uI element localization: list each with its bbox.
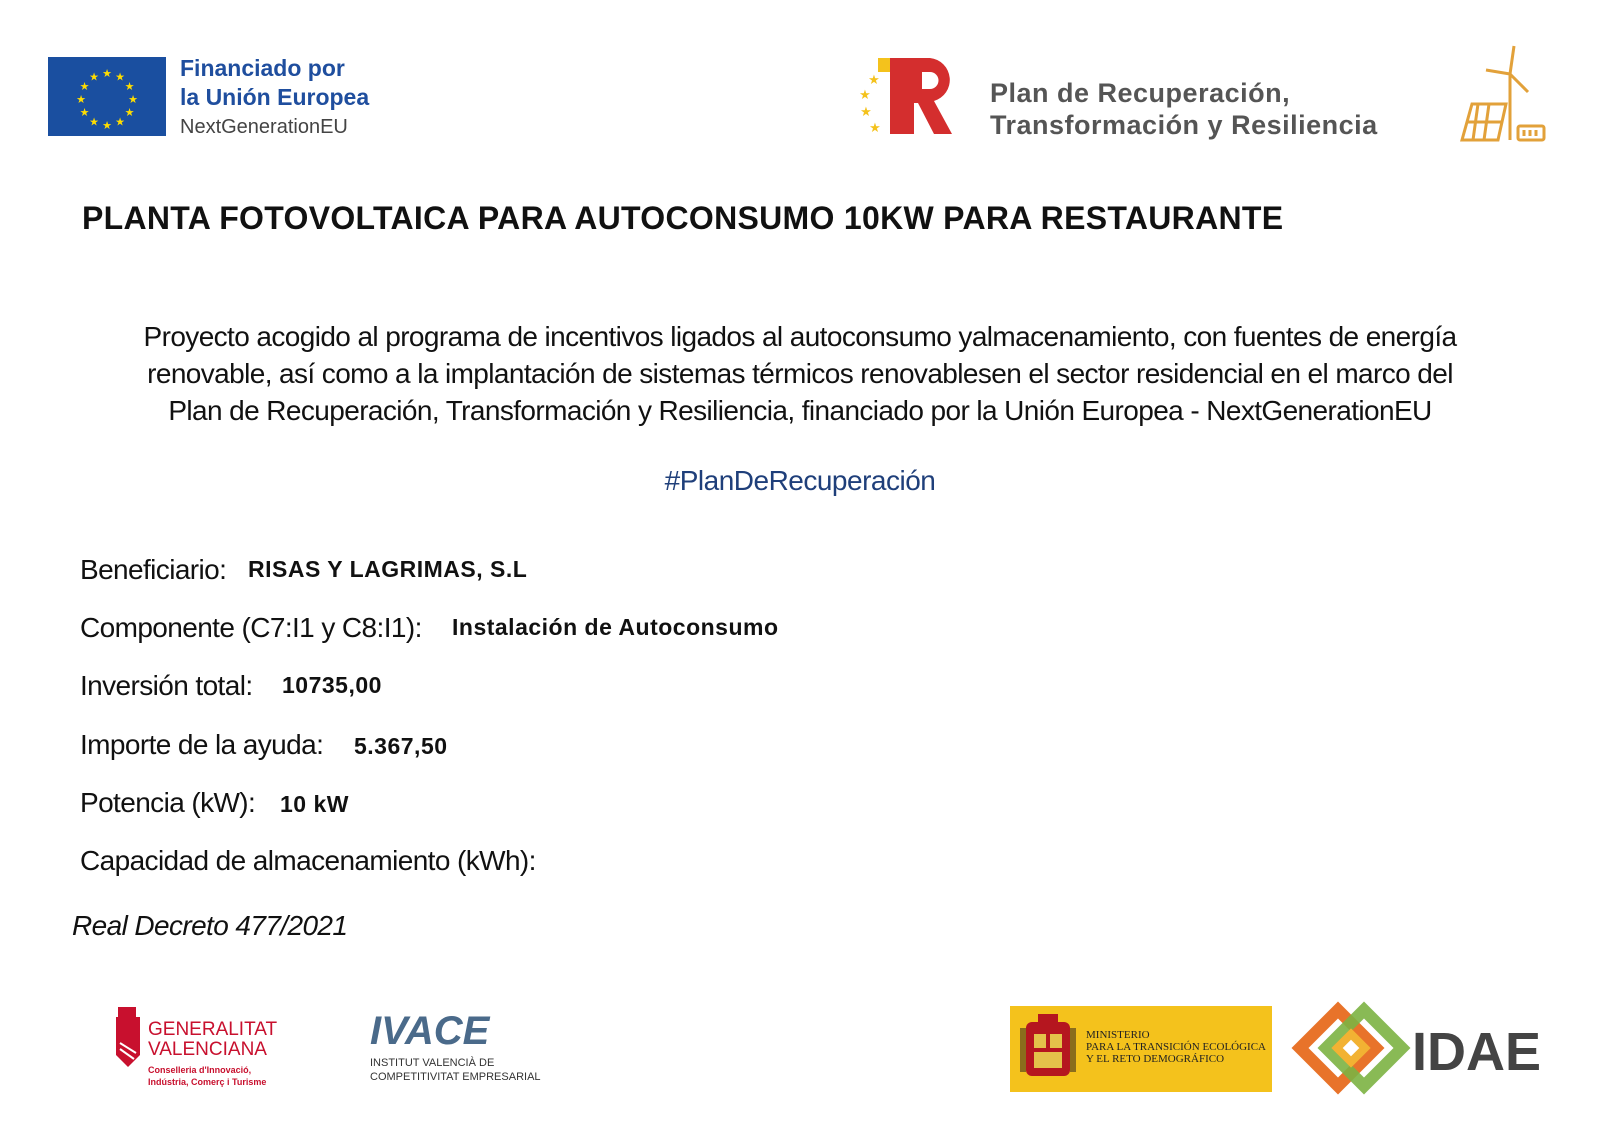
ivace-line1: INSTITUT VALENCIÀ DE bbox=[370, 1057, 495, 1069]
svg-text:★: ★ bbox=[76, 93, 86, 106]
spain-coat-of-arms-icon bbox=[1020, 1014, 1076, 1076]
page-title: PLANTA FOTOVOLTAICA PARA AUTOCONSUMO 10KW PARA RESTAURANTE bbox=[82, 200, 1284, 236]
svg-text:★: ★ bbox=[869, 121, 881, 136]
ministerio-line2: PARA LA TRANSICIÓN ECOLÓGICA bbox=[1086, 1041, 1266, 1053]
svg-text:★: ★ bbox=[868, 73, 880, 88]
svg-text:★: ★ bbox=[79, 80, 90, 93]
eu-funding-line2: la Unión Europea bbox=[180, 84, 370, 110]
importe-value: 5.367,50 bbox=[354, 733, 448, 759]
generalitat-valenciana-logo bbox=[114, 1005, 294, 1091]
ivace-logo bbox=[370, 1004, 541, 1092]
ivace-name: IVACE bbox=[370, 1009, 490, 1053]
svg-text:★: ★ bbox=[124, 106, 135, 119]
ministerio-transicion-ecologica-logo bbox=[1010, 1006, 1272, 1092]
gv-line1: GENERALITAT bbox=[148, 1019, 278, 1040]
gv-line2: VALENCIANA bbox=[148, 1039, 267, 1060]
importe-label: Importe de la ayuda: bbox=[80, 729, 324, 760]
svg-text:★: ★ bbox=[859, 88, 871, 103]
ivace-line2: COMPETITIVITAT EMPRESARIAL bbox=[370, 1071, 541, 1083]
potencia-value: 10 kW bbox=[280, 791, 349, 817]
svg-text:★: ★ bbox=[102, 67, 112, 80]
prtr-text-line1: Plan de Recuperación, bbox=[990, 78, 1291, 108]
project-description bbox=[70, 318, 1530, 429]
eu-flag-logo bbox=[48, 57, 166, 136]
eu-funding-line3: NextGenerationEU bbox=[180, 116, 348, 138]
eu-funding-line1: Financiado por bbox=[180, 55, 345, 81]
svg-text:★: ★ bbox=[115, 115, 125, 129]
svg-text:★: ★ bbox=[102, 119, 112, 132]
inversion-label: Inversión total: bbox=[80, 670, 253, 701]
decree-reference: Real Decreto 477/2021 bbox=[72, 910, 348, 941]
svg-text:★: ★ bbox=[115, 70, 125, 84]
componente-label: Componente (C7:I1 y C8:I1): bbox=[80, 612, 422, 643]
svg-text:★: ★ bbox=[128, 93, 138, 106]
beneficiario-value: RISAS Y LAGRIMAS, S.L bbox=[248, 556, 528, 582]
gv-line4: Indústria, Comerç i Turisme bbox=[148, 1077, 267, 1087]
ministerio-line3: Y EL RETO DEMOGRÁFICO bbox=[1086, 1053, 1225, 1065]
gv-crest-icon bbox=[116, 1007, 140, 1067]
wind-solar-icon bbox=[1448, 44, 1548, 148]
idae-logo bbox=[1294, 1004, 1554, 1094]
svg-text:★: ★ bbox=[79, 106, 90, 119]
inversion-value: 10735,00 bbox=[282, 672, 382, 698]
potencia-label: Potencia (kW): bbox=[80, 787, 256, 818]
componente-value: Instalación de Autoconsumo bbox=[452, 614, 779, 640]
svg-text:★: ★ bbox=[89, 115, 99, 129]
svg-text:★: ★ bbox=[124, 80, 135, 93]
eu-stars-icon bbox=[48, 57, 166, 136]
prtr-text-line2: Transformación y Resiliencia bbox=[990, 110, 1378, 140]
svg-text:★: ★ bbox=[89, 70, 99, 84]
svg-text:★: ★ bbox=[860, 105, 872, 120]
capacidad-label: Capacidad de almacenamiento (kWh): bbox=[80, 845, 536, 876]
hashtag: #PlanDeRecuperación bbox=[664, 465, 936, 496]
gv-line3: Conselleria d'Innovació, bbox=[148, 1065, 252, 1075]
prtr-logo bbox=[856, 52, 966, 142]
description-line2: renovable, así como a la implantación de sistemas térmicos renovablesen el sector residencial en el marco del bbox=[147, 358, 1453, 389]
beneficiario-label: Beneficiario: bbox=[80, 554, 227, 585]
ministerio-line1: MINISTERIO bbox=[1086, 1029, 1150, 1041]
idae-knot-icon bbox=[1300, 1010, 1402, 1086]
description-line1: Proyecto acogido al programa de incentivos ligados al autoconsumo yalmacenamiento, con fuentes de energía bbox=[143, 321, 1457, 352]
idae-name: IDAE bbox=[1412, 1022, 1542, 1082]
description-line3: Plan de Recuperación, Transformación y Resiliencia, financiado por la Unión Europea - NextGenerationEU bbox=[168, 395, 1432, 426]
